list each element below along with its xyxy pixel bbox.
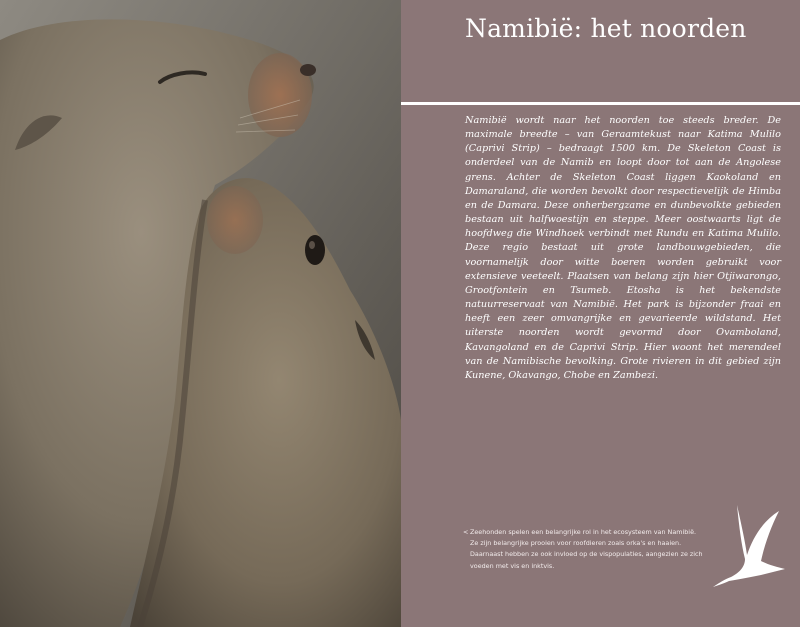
caption-marker: < (463, 528, 469, 536)
tern-silhouette-icon (711, 503, 791, 591)
photo-caption (463, 527, 703, 572)
title-divider (401, 102, 800, 105)
caption-text: Zeehonden spelen een belangrijke rol in het ecosysteem van Namibië. Ze zijn belangrijke prooien voor roofdieren zoals orka's en haaien. Daarnaast hebben ze ook invloed op de vispopulaties, aangezien ze zich voeden met vis en inktvis. (470, 528, 703, 570)
text-panel (401, 0, 800, 627)
body-text: Namibië wordt naar het noorden toe steeds breder. De maximale breedte – van Geraamtekust naar Katima Mulilo (Caprivi Strip) – bedraagt 1500 km. De Skeleton Coast is onderdeel van de Namib en loopt door tot aan de Angolese grens. Achter de Skeleton Coast liggen Kaokoland en Damaraland, die worden bevolkt door respectievelijk de Himba en de Damara. Deze onherbergzame en dunbevolkte gebieden bestaan uit halfwoestijn en steppe. Meer oostwaarts ligt de hoofdweg die Windhoek verbindt met Rundu en Katima Mulilo. Deze regio bestaat uit grote landbouwgebieden, die voornamelijk door witte boeren worden gebruikt voor extensieve veeteelt. Plaatsen van belang zijn hier Otjiwarongo, Grootfontein en Tsumeb. Etosha is het bekendste natuurreservaat van Namibië. Het park is bijzonder fraai en heeft een zeer omvangrijke en gevarieerde wildstand. Het uiterste noorden wordt gevormd door Ovamboland, Kavangoland en de Caprivi Strip. Hier woont het merendeel van de Namibische bevolking. Grote rivieren in dit gebied zijn Kunene, Okavango, Chobe en Zambezi. (465, 115, 781, 381)
page-title: Namibië: het noorden (465, 14, 747, 43)
